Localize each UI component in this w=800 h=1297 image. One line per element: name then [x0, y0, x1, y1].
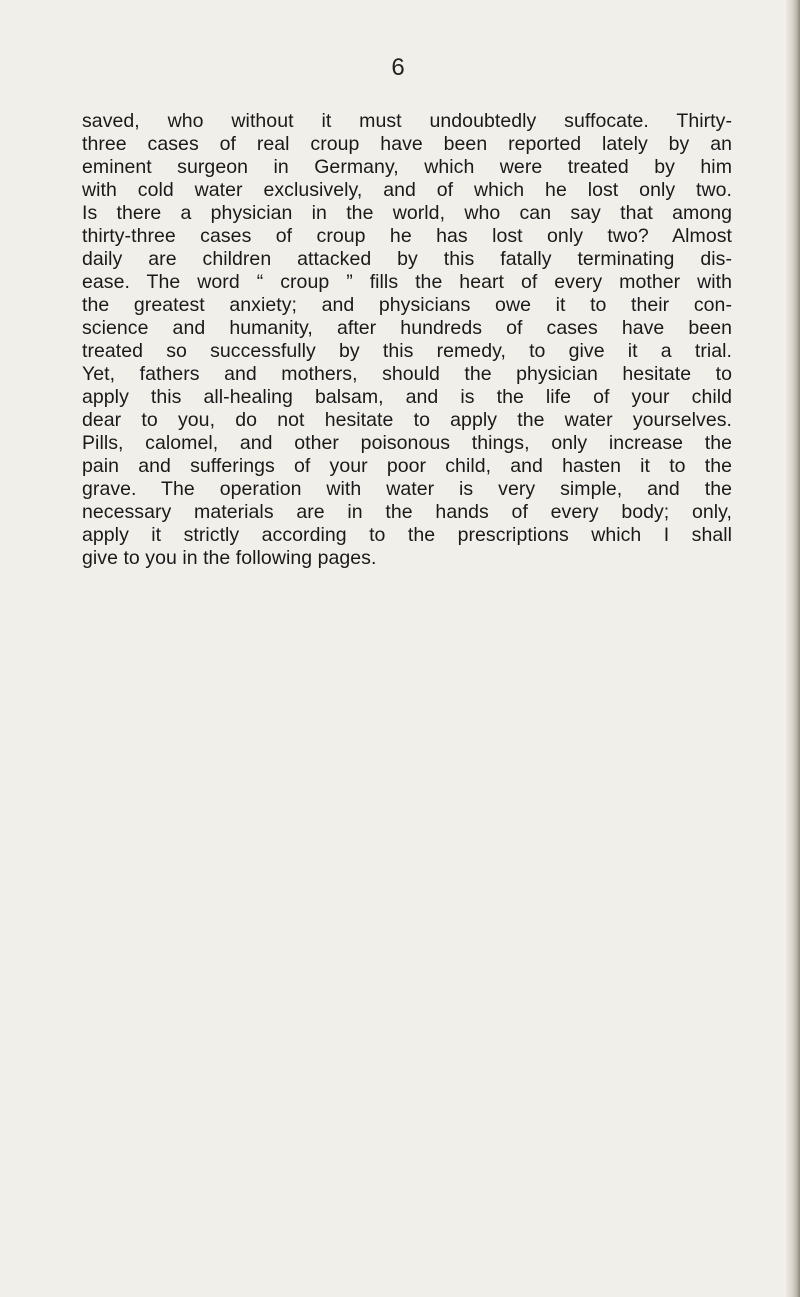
text-line: saved, who without it must undoubtedly suffocate. Thirty- — [82, 110, 732, 132]
text-line: Pills, calomel, and other poisonous things, only increase the — [82, 432, 732, 454]
page-edge-shadow — [786, 0, 800, 1297]
text-line: necessary materials are in the hands of every body; only, — [82, 501, 732, 523]
text-line: apply it strictly according to the prescriptions which I shall — [82, 524, 732, 546]
text-line: grave. The operation with water is very simple, and the — [82, 478, 732, 500]
text-line: eminent surgeon in Germany, which were treated by him — [82, 156, 732, 178]
text-line: with cold water exclusively, and of which he lost only two. — [82, 179, 732, 201]
text-line: ease. The word “ croup ” fills the heart of every mother with — [82, 271, 732, 293]
text-line: daily are children attacked by this fatally terminating dis- — [82, 248, 732, 270]
text-line: treated so successfully by this remedy, to give it a trial. — [82, 340, 732, 362]
text-line: apply this all-healing balsam, and is the life of your child — [82, 386, 732, 408]
text-line: science and humanity, after hundreds of cases have been — [82, 317, 732, 339]
text-line: thirty-three cases of croup he has lost only two? Almost — [82, 225, 732, 247]
text-line: Is there a physician in the world, who can say that among — [82, 202, 732, 224]
text-line: the greatest anxiety; and physicians owe it to their con- — [82, 294, 732, 316]
text-line-last: give to you in the following pages. — [82, 547, 377, 569]
text-line: pain and sufferings of your poor child, and hasten it to the — [82, 455, 732, 477]
text-line: three cases of real croup have been reported lately by an — [82, 133, 732, 155]
page-number: 6 — [391, 54, 405, 81]
body-paragraph — [82, 110, 732, 570]
text-line: dear to you, do not hesitate to apply the water yourselves. — [82, 409, 732, 431]
text-line: Yet, fathers and mothers, should the physician hesitate to — [82, 363, 732, 385]
